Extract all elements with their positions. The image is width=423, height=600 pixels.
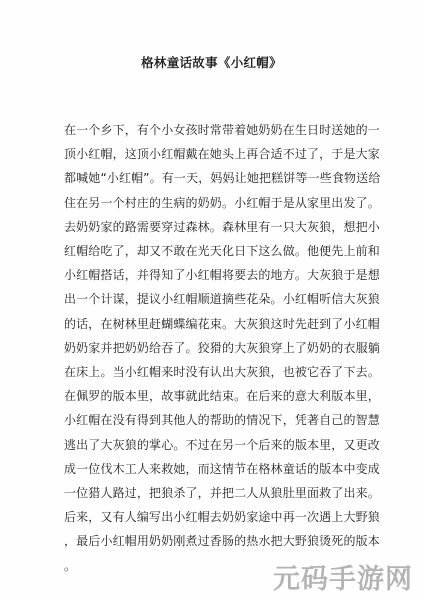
story-line: 的话，在树林里赶蝴蝶编花束。大灰狼这时先赶到了小红帽 (64, 316, 380, 331)
story-line: 红帽给吃了，却又不敢在光天化日下这么做。他便先上前和 (64, 244, 380, 259)
story-line: 在床上。当小红帽来时没有认出大灰狼，也被它吞了下去。 (64, 365, 380, 380)
story-body (64, 118, 381, 578)
story-line: 都喊她“小红帽”。有一天，妈妈让她把糕饼等一些食物送给 (64, 171, 381, 186)
watermark-text: 元码手游网 (273, 564, 413, 595)
story-line: 后来，又有人编写出小红帽去奶奶家途中再一次遇上大野狼 (64, 510, 380, 525)
story-line: 小红帽搭话，并得知了小红帽将要去的地方。大灰狼于是想 (64, 268, 380, 283)
document-title: 格林童话故事《小红帽》 (141, 55, 282, 70)
story-line: 出一个计谋，提议小红帽顺道摘些花朵。小红帽听信大灰狼 (64, 292, 380, 307)
story-line: 一位猎人路过，把狼杀了，并把二人从狼肚里面救了出来。 (64, 486, 380, 501)
story-line: 。 (64, 558, 77, 573)
story-line: ，最后小红帽用奶奶刚煮过香肠的热水把大野狼烫死的版本 (64, 534, 380, 549)
story-line: 奶奶家并把奶奶给吞了。狡猾的大灰狼穿上了奶奶的衣服躺 (64, 340, 380, 355)
story-line: 小红帽在没有得到其他人的帮助的情况下，凭著自己的智慧 (64, 413, 380, 428)
story-line: 去奶奶家的路需要穿过森林。森林里有一只大灰狼，想把小 (64, 219, 380, 234)
story-line: 逃出了大灰狼的掌心。不过在另一个后来的版本里，又更改 (64, 437, 380, 452)
story-line: 住在另一个村庄的生病的奶奶。小红帽于是从家里出发了。 (64, 195, 380, 210)
site-watermark (273, 557, 413, 596)
story-line: 成一位伐木工人来救她，而这情节在格林童话的版本中变成 (64, 461, 380, 476)
story-line: 顶小红帽，这顶小红帽戴在她头上再合适不过了，于是大家 (64, 147, 380, 162)
story-line: 在佩罗的版本里，故事就此结束。在后来的意大利版本里， (64, 389, 380, 404)
story-line: 在一个乡下，有个小女孩时常带着她奶奶在生日时送她的一 (64, 123, 380, 137)
